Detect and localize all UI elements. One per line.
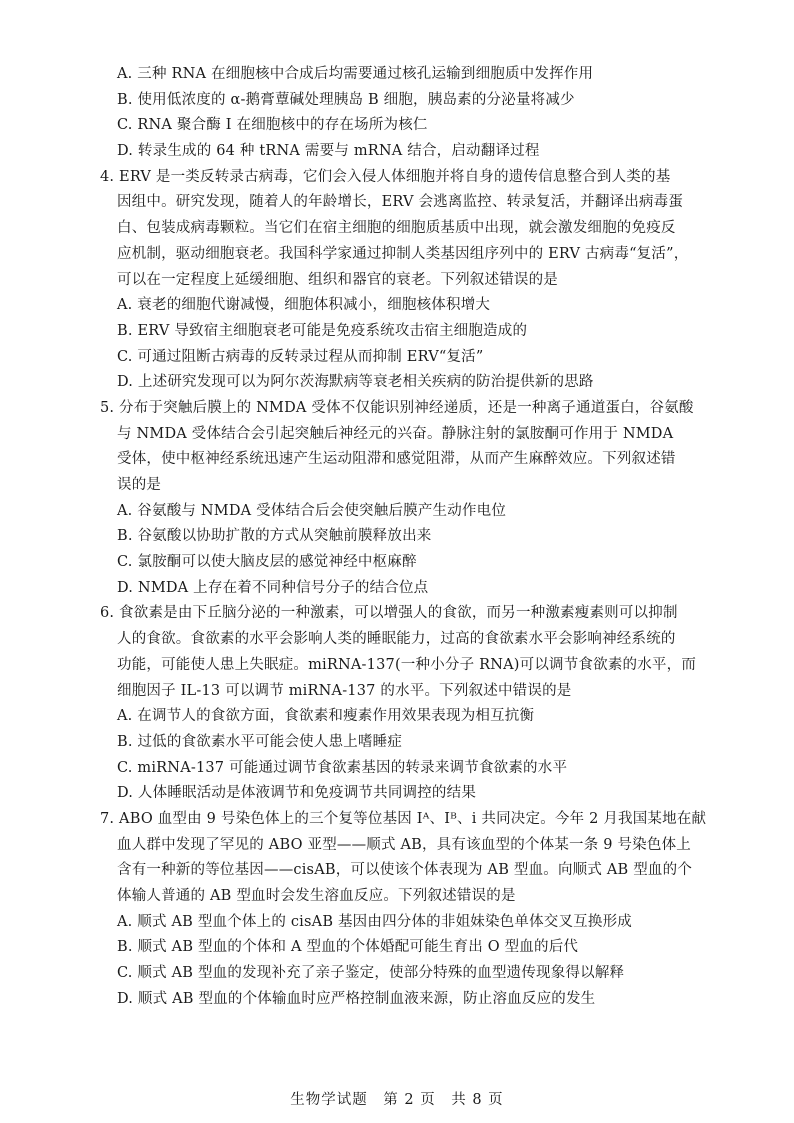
question-stem-line: 体输人普通的 AB 型血时会发生溶血反应。下列叙述错误的是 [117,888,516,904]
question-stem-line: 可以在一定程度上延缓细胞、组织和器官的衰老。下列叙述错误的是 [117,271,558,288]
option-d: D. 人体睡眠活动是体液调节和免疫调节共同调控的结果 [117,785,477,802]
page-footer: 生物学试题 第 2 页 共 8 页 [290,1092,504,1108]
option-c: C. miRNA-137 可能通过调节食欲素基因的转录来调节食欲素的水平 [117,759,568,776]
option-b: B. 谷氨酸以协助扩散的方式从突触前膜释放出来 [117,528,432,545]
question-stem-line: 5. 分布于突触后膜上的 NMDA 受体不仅能识别神经递质，还是一种离子通道蛋白，谷氨酸 [100,399,694,416]
option-b: B. 使用低浓度的 α-鹅膏蕈碱处理胰岛 B 细胞，胰岛素的分泌量将减少 [117,91,575,108]
page-content [100,62,712,1012]
option-a: A. 衰老的细胞代谢减慢，细胞体积减小，细胞核体积增大 [117,297,491,314]
option-a: A. 三种 RNA 在细胞核中合成后均需要通过核孔运输到细胞质中发挥作用 [117,66,594,82]
option-d: D. 顺式 AB 型血的个体输血时应严格控制血液来源，防止溶血反应的发生 [117,990,596,1007]
question-stem-line: 功能，可能使人患上失眠症。miRNA-137(一种小分子 RNA)可以调节食欲素的水平，而 [117,656,697,673]
option-a: A. 顺式 AB 型血个体上的 cisAB 基因由四分体的非姐妹染色单体交叉互换形成 [117,913,632,930]
question-stem-line: 7. ABO 血型由 9 号染色体上的三个复等位基因 Iᴬ、Iᴮ、i 共同决定。今年 2 月我国某地在献 [100,810,707,827]
option-a: A. 在调节人的食欲方面，食欲素和瘦素作用效果表现为相互抗衡 [117,708,535,725]
question-3-options [100,62,712,165]
question-5 [100,396,712,602]
option-b: B. ERV 导致宿主细胞衰老可能是免疫系统攻击宿主细胞造成的 [117,322,528,339]
option-d: D. 转录生成的 64 种 tRNA 需要与 mRNA 结合，启动翻译过程 [117,143,540,160]
option-c: C. 顺式 AB 型血的发现补充了亲子鉴定，使部分特殊的血型遗传现象得以解释 [117,965,625,982]
option-a: A. 谷氨酸与 NMDA 受体结合后会使突触后膜产生动作电位 [117,502,507,519]
option-d: D. 上述研究发现可以为阿尔茨海默病等衰老相关疾病的防治提供新的思路 [117,374,594,391]
question-stem-line: 人的食欲。食欲素的水平会影响人类的睡眠能力，过高的食欲素水平会影响神经系统的 [117,631,676,648]
question-6 [100,601,712,807]
question-stem-line: 含有一种新的等位基因——cisAB，可以使该个体表现为 AB 型血。向顺式 AB 型血的个 [117,862,693,879]
question-stem-line: 受体，使中枢神经系统迅速产生运动阻滞和感觉阻滞，从而产生麻醉效应。下列叙述错 [117,451,676,468]
question-stem-line: 与 NMDA 受体结合会引起突触后神经元的兴奋。静脉注射的氯胺酮可作用于 NMDA [117,425,674,442]
option-c: C. RNA 聚合酶 Ⅰ 在细胞核中的存在场所为核仁 [117,117,428,134]
option-c: C. 可通过阻断古病毒的反转录过程从而抑制 ERV“复活” [117,348,484,365]
question-stem-line: 应机制，驱动细胞衰老。我国科学家通过抑制人类基因组序列中的 ERV 古病毒“复活”， [117,245,689,262]
question-stem-line: 白、包装成病毒颗粒。当它们在宿主细胞的细胞质基质中出现，就会激发细胞的免疫反 [117,220,676,237]
option-b: B. 顺式 AB 型血的个体和 A 型血的个体婚配可能生育出 O 型血的后代 [117,939,579,956]
question-stem-line: 因组中。研究发现，随着人的年龄增长，ERV 会逃离监控、转录复活，并翻译出病毒蛋 [117,194,684,211]
question-stem-line: 细胞因子 IL-13 可以调节 miRNA-137 的水平。下列叙述中错误的是 [117,682,572,699]
question-stem-line: 血人群中发现了罕见的 ABO 亚型——顺式 AB，具有该血型的个体某一条 9 号染色体上 [117,836,691,853]
question-4 [100,165,712,396]
option-c: C. 氯胺酮可以使大脑皮层的感觉神经中枢麻醉 [117,554,417,571]
question-7 [100,807,712,1013]
question-stem-line: 误的是 [117,477,162,493]
option-d: D. NMDA 上存在着不同种信号分子的结合位点 [117,579,429,596]
option-b: B. 过低的食欲素水平可能会使人患上嗜睡症 [117,733,403,750]
question-stem-line: 6. 食欲素是由下丘脑分泌的一种激素，可以增强人的食欲，而另一种激素瘦素则可以抑制 [100,605,678,622]
question-stem-line: 4. ERV 是一类反转录古病毒，它们会入侵人体细胞并将自身的遗传信息整合到人类的基 [100,168,671,185]
